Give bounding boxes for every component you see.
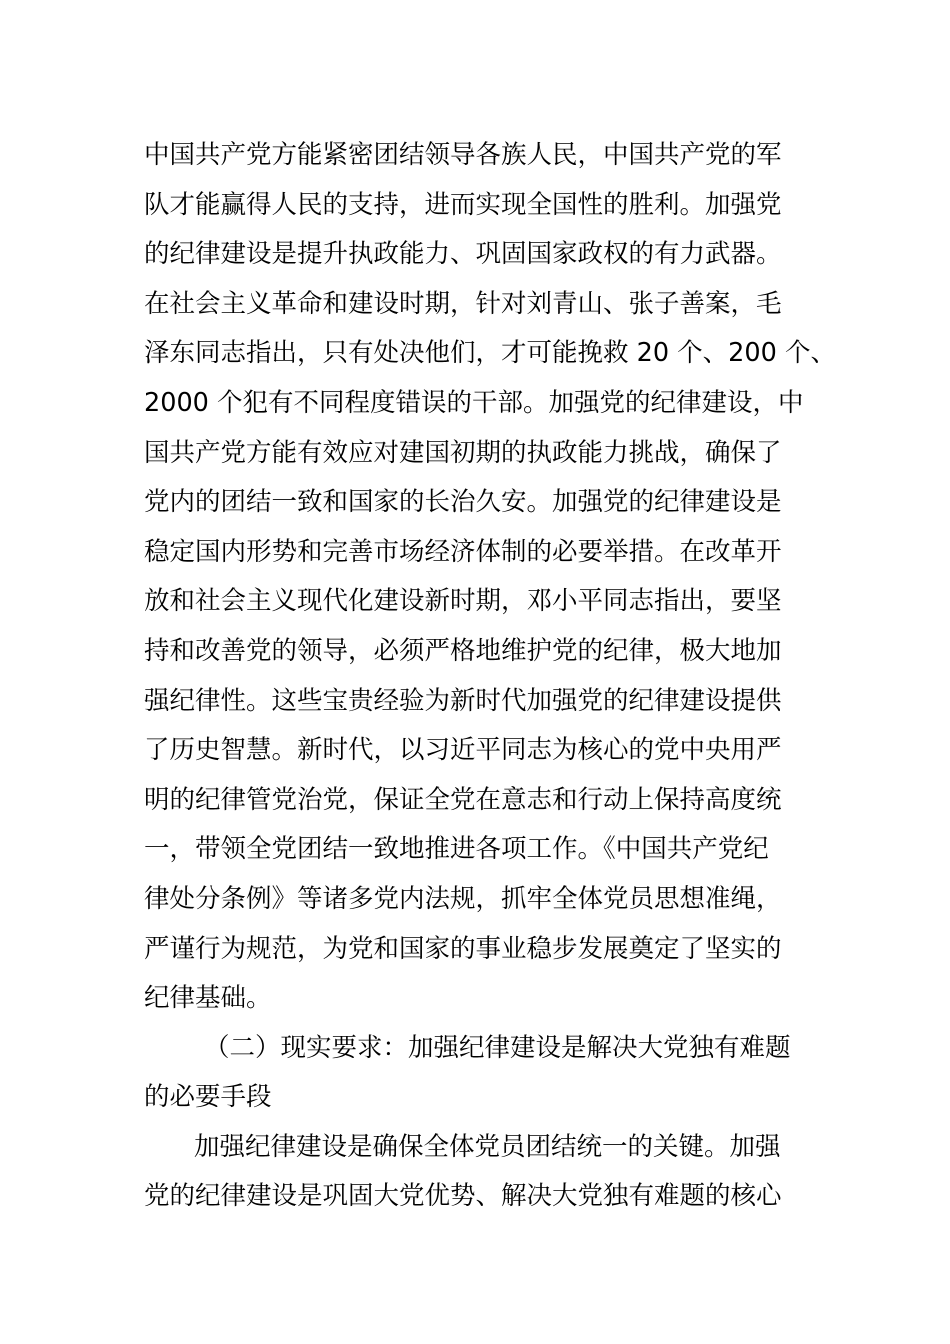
- paragraph-line: 中国共产党方能紧密团结领导各族人民，中国共产党的军: [144, 140, 782, 170]
- paragraph-line: 严谨行为规范，为党和国家的事业稳步发展奠定了坚实的: [144, 933, 782, 964]
- paragraph-line: 队才能赢得人民的支持，进而实现全国性的胜利。加强党: [144, 189, 782, 220]
- paragraph-line: 党内的团结一致和国家的长治久安。加强党的纪律建设是: [144, 487, 782, 518]
- paragraph-line: 律处分条例》等诸多党内法规，抓牢全体党员思想准绳，: [144, 883, 782, 914]
- paragraph-line: 2000 个犯有不同程度错误的干部。加强党的纪律建设，中: [144, 387, 804, 418]
- paragraph-line: 纪律基础。: [144, 983, 272, 1014]
- paragraph-2-line-1: 加强纪律建设是确保全体党员团结统一的关键。加强: [194, 1131, 781, 1162]
- paragraph-line: 在社会主义革命和建设时期，针对刘青山、张子善案，毛: [144, 288, 782, 319]
- paragraph-line: 泽东同志指出，只有处决他们，才可能挽救 20 个、200 个、: [144, 338, 836, 369]
- body-text: [144, 131, 836, 1222]
- paragraph-line: 强纪律性。这些宝贵经验为新时代加强党的纪律建设提供: [144, 685, 782, 716]
- paragraph-line: 放和社会主义现代化建设新时期，邓小平同志指出，要坚: [144, 586, 782, 617]
- paragraph-line: 稳定国内形势和完善市场经济体制的必要举措。在改革开: [144, 536, 782, 567]
- paragraph-line: 的纪律建设是提升执政能力、巩固国家政权的有力武器。: [144, 239, 782, 270]
- paragraph-line: 国共产党方能有效应对建国初期的执政能力挑战，确保了: [144, 437, 782, 468]
- paragraph-line: 明的纪律管党治党，保证全党在意志和行动上保持高度统: [144, 784, 782, 815]
- paragraph-line: 了历史智慧。新时代，以习近平同志为核心的党中央用严: [144, 735, 782, 766]
- paragraph-line: 持和改善党的领导，必须严格地维护党的纪律，极大地加: [144, 635, 782, 666]
- section-heading-line-1: （二）现实要求：加强纪律建设是解决大党独有难题: [204, 1032, 791, 1063]
- paragraph-2-line-2: 党的纪律建设是巩固大党优势、解决大党独有难题的核心: [144, 1181, 782, 1212]
- section-heading-line-2: 的必要手段: [144, 1082, 272, 1113]
- paragraph-line: 一，带领全党团结一致地推进各项工作。《中国共产党纪: [144, 834, 769, 865]
